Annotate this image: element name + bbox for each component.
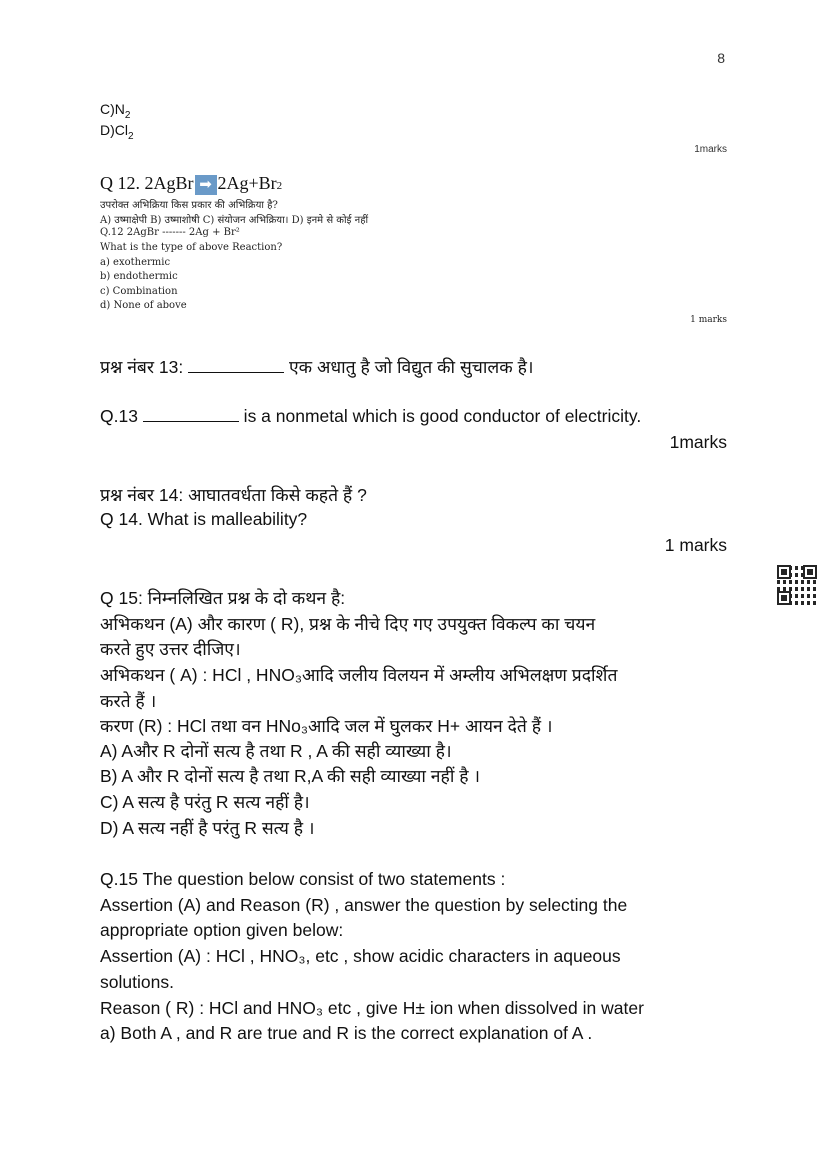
q15-hindi-line: करते हुए उत्तर दीजिए। bbox=[100, 639, 241, 659]
option-d bbox=[100, 122, 134, 142]
q15-english-option-a: a) Both A , and R are true and R is the correct explanation of A . bbox=[100, 1023, 593, 1043]
q13-marks: 1marks bbox=[669, 432, 727, 452]
q15-english-line: Assertion (A) : HCl , HNO₃, etc , show acidic characters in aqueous bbox=[100, 946, 621, 966]
q12-heading-prefix: Q 12. 2AgBr bbox=[100, 173, 194, 193]
subscript: 2 bbox=[124, 109, 131, 121]
option-d-text: D)Cl bbox=[100, 122, 128, 138]
option-c bbox=[100, 101, 130, 121]
q15-hindi-option-a: A) Aऔर R दोनों सत्य है तथा R , A की सही व्याख्या है। bbox=[100, 741, 452, 761]
q15-english-line: appropriate option given below: bbox=[100, 920, 344, 940]
q13-hindi bbox=[100, 355, 534, 379]
q15-hindi-line: अभिकथन (A) और कारण ( R), प्रश्न के नीचे दिए गए उपयुक्त विकल्प का चयन bbox=[100, 614, 596, 634]
q15-hindi-line: करण (R) : HCl तथा वन HNo₃आदि जल में घुलकर H+ आयन देते हैं । bbox=[100, 716, 553, 736]
marks-label: 1marks bbox=[694, 144, 727, 155]
q15-hindi-option-d: D) A सत्य नहीं है परंतु R सत्य है । bbox=[100, 818, 315, 838]
q15-english-line: Q.15 The question below consist of two statements : bbox=[100, 869, 506, 889]
q15-hindi-line: Q 15: निम्नलिखित प्रश्न के दो कथन है: bbox=[100, 588, 346, 608]
subscript: 2 bbox=[276, 180, 283, 192]
q14-marks: 1 marks bbox=[664, 535, 727, 555]
subscript: 2 bbox=[128, 130, 134, 142]
q15-english-line: Assertion (A) and Reason (R) , answer the question by selecting the bbox=[100, 895, 628, 915]
fill-blank bbox=[188, 358, 284, 373]
q12-option-b: b) endothermic bbox=[100, 271, 178, 282]
q13-hindi-suffix: एक अधातु है जो विद्युत की सुचालक है। bbox=[284, 357, 534, 377]
q13-hindi-prefix: प्रश्न नंबर 13: bbox=[100, 357, 189, 377]
fill-blank bbox=[143, 407, 239, 422]
q12-heading bbox=[100, 173, 282, 195]
q14-english: Q 14. What is malleability? bbox=[100, 509, 308, 529]
q12-option-a: a) exothermic bbox=[100, 257, 171, 268]
q12-line: What is the type of above Reaction? bbox=[100, 242, 283, 253]
q15-hindi-line: अभिकथन ( A) : HCl , HNO₃आदि जलीय विलयन में अम्लीय अभिलक्षण प्रदर्शित bbox=[100, 665, 618, 685]
option-c-text: C)N bbox=[100, 101, 125, 117]
q12-option-c: c) Combination bbox=[100, 286, 178, 297]
q13-english-suffix: is a nonmetal which is good conductor of electricity. bbox=[238, 406, 642, 426]
q12-line: A) उष्माक्षेपी B) उष्माशोषी C) संयोजन अभिक्रिया। D) इनमे से कोई नहीं bbox=[100, 215, 369, 226]
q14-hindi: प्रश्न नंबर 14: आघातवर्धता किसे कहते हैं ? bbox=[100, 485, 367, 505]
q12-marks: 1 marks bbox=[690, 315, 727, 325]
q15-hindi-option-b: B) A और R दोनों सत्य है तथा R,A की सही व्याख्या नहीं है । bbox=[100, 766, 480, 786]
q12-line: उपरोक्त अभिक्रिया किस प्रकार की अभिक्रिया है? bbox=[100, 200, 278, 211]
q15-hindi-option-c: C) A सत्य है परंतु R सत्य नहीं है। bbox=[100, 792, 310, 812]
q15-hindi-line: करते हैं । bbox=[100, 691, 157, 711]
page-number: 8 bbox=[717, 50, 725, 66]
q12-line: Q.12 2AgBr ------- 2Ag + Br² bbox=[100, 227, 240, 238]
q15-english-line: solutions. bbox=[100, 972, 174, 992]
qr-code bbox=[777, 565, 817, 605]
q13-english bbox=[100, 406, 641, 427]
q12-heading-suffix: 2Ag+Br bbox=[217, 173, 277, 193]
q12-option-d: d) None of above bbox=[100, 300, 187, 311]
q13-english-prefix: Q.13 bbox=[100, 406, 143, 426]
right-arrow-icon: ➡ bbox=[195, 175, 217, 195]
q15-english-line: Reason ( R) : HCl and HNO₃ etc , give H± ion when dissolved in water bbox=[100, 998, 644, 1018]
